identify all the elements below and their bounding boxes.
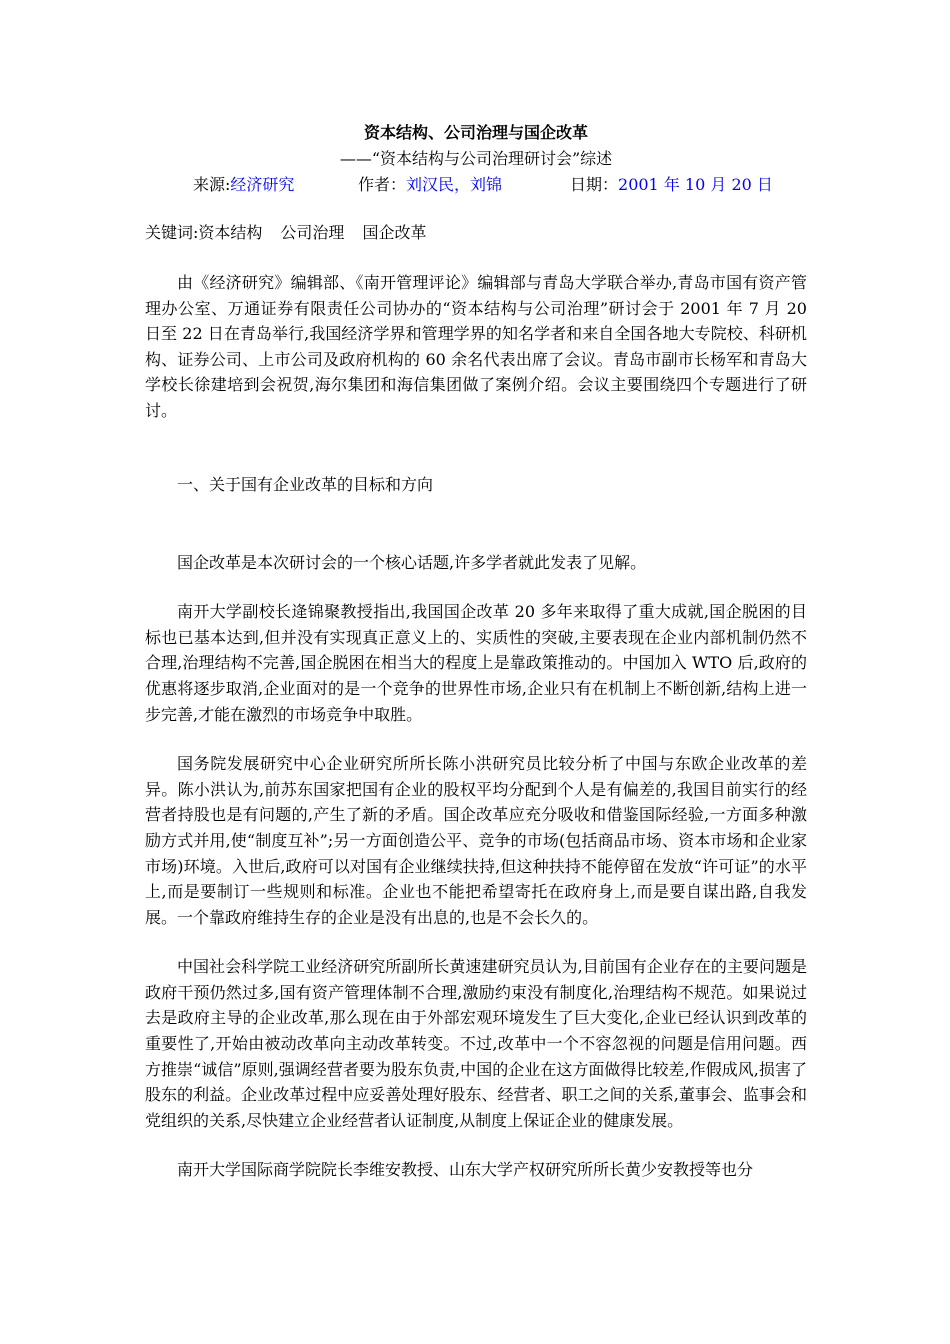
date-label: 日期： <box>570 175 619 194</box>
article-subtitle: ——“资本结构与公司治理研讨会”综述 <box>339 149 613 168</box>
source-link[interactable]: 经济研究 <box>230 175 295 194</box>
author-field <box>358 172 502 198</box>
body-paragraph: 中国社会科学院工业经济研究所副所长黄速建研究员认为,目前国有企业存在的主要问题是政府干预仍然过多,国有资产管理体制不合理,激励约束没有制度化,治理结构不规范。如果说过去是政府主导的企业改革,那么现在由于外部宏观环境发生了巨大变化,企业已经认识到改革的重要性了,开始由被动改革向主动改革转变。不过,改革中一个不容忽视的问题是信用问题。西方推崇“诚信”原则,强调经营者要为股东负责,中国的企业在这方面做得比较差,作假成风,损害了股东的利益。企业改革过程中应妥善处理好股东、经营者、职工之间的关系,董事会、监事会和党组织的关系,尽快建立企业经营者认证制度,从制度上保证企业的健康发展。 <box>145 957 807 1130</box>
keywords-line <box>145 220 807 246</box>
source-label: 来源: <box>193 175 231 194</box>
author-value: 刘汉民，刘锦 <box>406 175 503 194</box>
keyword: 国企改革 <box>362 223 427 242</box>
date-field <box>570 172 773 198</box>
body-paragraph: 南开大学国际商学院院长李维安教授、山东大学产权研究所所长黄少安教授等也分 <box>177 1160 754 1180</box>
author-label: 作者： <box>358 175 407 194</box>
section-heading: 一、关于国有企业改革的目标和方向 <box>177 474 434 494</box>
source-field <box>193 172 294 198</box>
body-paragraph: 国务院发展研究中心企业研究所所长陈小洪研究员比较分析了中国与东欧企业改革的差异。陈小洪认为,前苏东国家把国有企业的股权平均分配到个人是有偏差的,我国目前实行的经营者持股也是有问题的,产生了新的矛盾。国企改革应充分吸收和借鉴国际经验,一方面多种激励方式并用,使“制度互补”;另一方面创造公平、竞争的市场(包括商品市场、资本市场和企业家市场)环境。入世后,政府可以对国有企业继续扶持,但这种扶持不能停留在发放“许可证”的水平上,而是要制订一些规则和标准。企业也不能把希望寄托在政府身上,而是要自谋出路,自我发展。一个靠政府维持生存的企业是没有出息的,也是不会长久的。 <box>145 754 807 927</box>
intro-paragraph: 由《经济研究》编辑部、《南开管理评论》编辑部与青岛大学联合举办,青岛市国有资产管理办公室、万通证券有限责任公司协办的“资本结构与公司治理”研讨会于 2001 年 7 月 20 日至 22 日在青岛举行,我国经济学界和管理学界的知名学者和来自全国各地大专院校、科研机构、证券公司、上市公司及政府机构的 60 余名代表出席了会议。青岛市副市长杨军和青岛大学校长徐建培到会祝贺,海尔集团和海信集团做了案例介绍。会议主要围绕四个专题进行了研讨。 <box>145 273 807 420</box>
document-page <box>145 120 807 1183</box>
article-meta <box>145 172 807 198</box>
keyword: 资本结构 <box>198 223 263 242</box>
article-title: 资本结构、公司治理与国企改革 <box>363 123 588 142</box>
keywords-label: 关键词: <box>145 223 199 242</box>
keyword: 公司治理 <box>280 223 345 242</box>
body-paragraph: 南开大学副校长逄锦聚教授指出,我国国企改革 20 多年来取得了重大成就,国企脱困的目标也已基本达到,但并没有实现真正意义上的、实质性的突破,主要表现在企业内部机制仍然不合理,治理结构不完善,国企脱困在相当大的程度上是靠政策推动的。中国加入 WTO 后,政府的优惠将逐步取消,企业面对的是一个竞争的世界性市场,企业只有在机制上不断创新,结构上进一步完善,才能在激烈的市场竞争中取胜。 <box>145 602 807 724</box>
body-paragraph: 国企改革是本次研讨会的一个核心话题,许多学者就此发表了见解。 <box>177 552 647 572</box>
date-value: 2001 年 10 月 20 日 <box>618 175 773 194</box>
